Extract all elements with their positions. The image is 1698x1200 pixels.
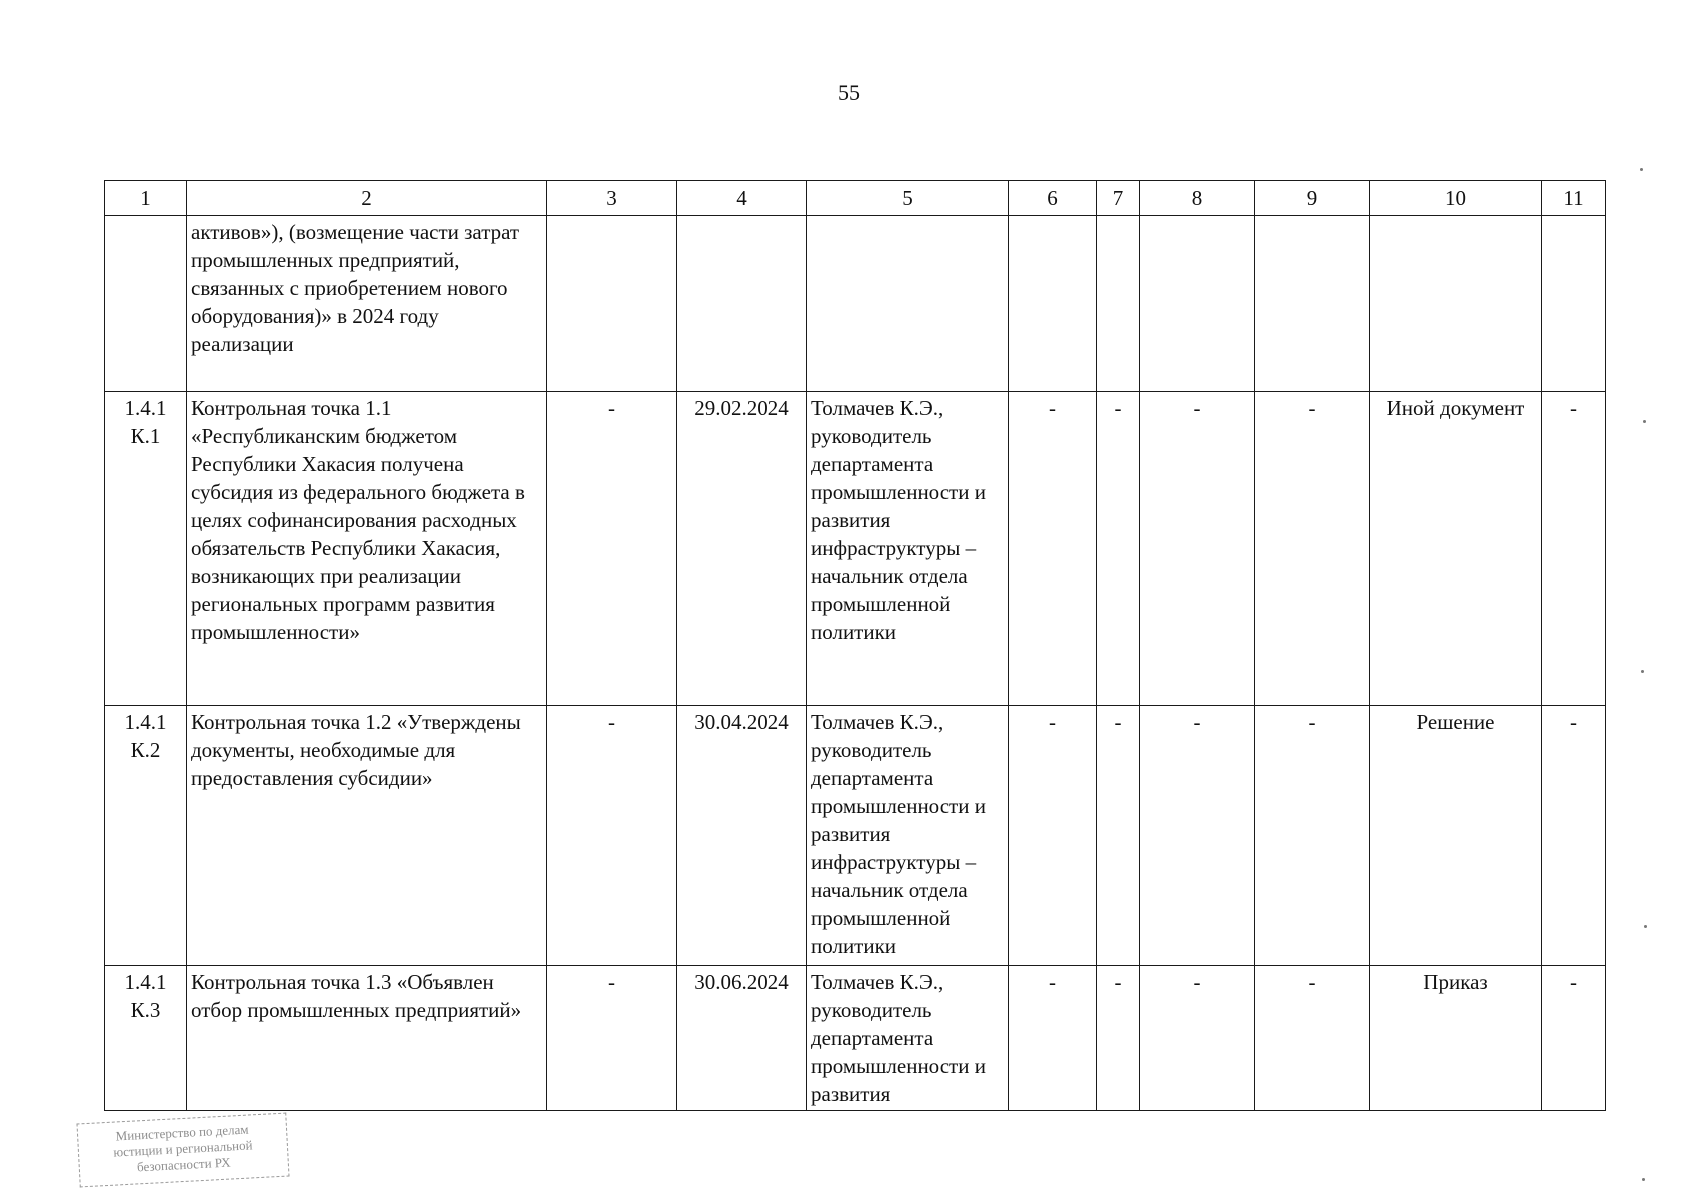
table-row: [105, 392, 1606, 706]
cell-date: 30.04.2024: [677, 706, 807, 966]
col-header-10: 10: [1370, 181, 1542, 216]
col-header-1: 1: [105, 181, 187, 216]
table-row: [105, 706, 1606, 966]
cell-col7: -: [1097, 706, 1140, 966]
cell-col6: -: [1009, 966, 1097, 1111]
cell-description: активов»), (возмещение части затрат промышленных предприятий, связанных с приобретением нового оборудования)» в 2024 году реализации: [187, 216, 547, 392]
cell-col9: -: [1255, 706, 1370, 966]
cell-col3: -: [547, 706, 677, 966]
cell-col3: -: [547, 966, 677, 1111]
stamp-line: юстиции и региональной: [113, 1137, 253, 1160]
cell-document-type: Иной документ: [1370, 392, 1542, 706]
scan-speck: [1644, 925, 1647, 928]
cell-responsible: Толмачев К.Э., руководитель департамента промышленности и развития: [807, 966, 1009, 1111]
cell-col6: -: [1009, 392, 1097, 706]
cell-col11: [1542, 216, 1606, 392]
col-header-6: 6: [1009, 181, 1097, 216]
table-row: [105, 966, 1606, 1111]
cell-col8: -: [1140, 966, 1255, 1111]
cell-document-type: Решение: [1370, 706, 1542, 966]
cell-col8: [1140, 216, 1255, 392]
cell-responsible: [807, 216, 1009, 392]
cell-col7: -: [1097, 392, 1140, 706]
cell-description: Контрольная точка 1.2 «Утверждены документы, необходимые для предоставления субсидии»: [187, 706, 547, 966]
cell-description: Контрольная точка 1.3 «Объявлен отбор промышленных предприятий»: [187, 966, 547, 1111]
cell-number: 1.4.1 К.3: [105, 966, 187, 1111]
stamp-line: безопасности РХ: [136, 1154, 231, 1175]
cell-col9: [1255, 216, 1370, 392]
col-header-2: 2: [187, 181, 547, 216]
col-header-11: 11: [1542, 181, 1606, 216]
cell-document-type: [1370, 216, 1542, 392]
cell-col6: -: [1009, 706, 1097, 966]
document-table: [104, 180, 1606, 1111]
col-header-3: 3: [547, 181, 677, 216]
cell-col9: -: [1255, 966, 1370, 1111]
cell-col11: -: [1542, 966, 1606, 1111]
stamp-line: Министерство по делам: [115, 1121, 249, 1144]
scan-speck: [1642, 1178, 1645, 1181]
cell-col8: -: [1140, 706, 1255, 966]
cell-col9: -: [1255, 392, 1370, 706]
page-number: 55: [838, 80, 860, 105]
cell-number: 1.4.1 К.2: [105, 706, 187, 966]
cell-col7: -: [1097, 966, 1140, 1111]
col-header-4: 4: [677, 181, 807, 216]
col-header-7: 7: [1097, 181, 1140, 216]
cell-col7: [1097, 216, 1140, 392]
cell-col3: -: [547, 392, 677, 706]
cell-col11: -: [1542, 706, 1606, 966]
cell-date: [677, 216, 807, 392]
cell-number: 1.4.1 К.1: [105, 392, 187, 706]
cell-responsible: Толмачев К.Э., руководитель департамента промышленности и развития инфраструктуры – начальник отдела промышленной политики: [807, 706, 1009, 966]
table-header-row: [105, 181, 1606, 216]
cell-date: 29.02.2024: [677, 392, 807, 706]
scan-speck: [1640, 168, 1643, 171]
cell-responsible: Толмачев К.Э., руководитель департамента промышленности и развития инфраструктуры – начальник отдела промышленной политики: [807, 392, 1009, 706]
cell-description: Контрольная точка 1.1 «Республиканским бюджетом Республики Хакасия получена субсидия из федерального бюджета в целях софинансирования расходных обязательств Республики Хакасия, возникающих при реализации региональных программ развития промышленности»: [187, 392, 547, 706]
cell-document-type: Приказ: [1370, 966, 1542, 1111]
cell-col6: [1009, 216, 1097, 392]
col-header-8: 8: [1140, 181, 1255, 216]
registration-stamp: [76, 1113, 289, 1188]
table-row: [105, 216, 1606, 392]
cell-col8: -: [1140, 392, 1255, 706]
cell-date: 30.06.2024: [677, 966, 807, 1111]
col-header-5: 5: [807, 181, 1009, 216]
scan-speck: [1641, 670, 1644, 673]
cell-number: [105, 216, 187, 392]
cell-col11: -: [1542, 392, 1606, 706]
scan-speck: [1643, 420, 1646, 423]
cell-col3: [547, 216, 677, 392]
col-header-9: 9: [1255, 181, 1370, 216]
